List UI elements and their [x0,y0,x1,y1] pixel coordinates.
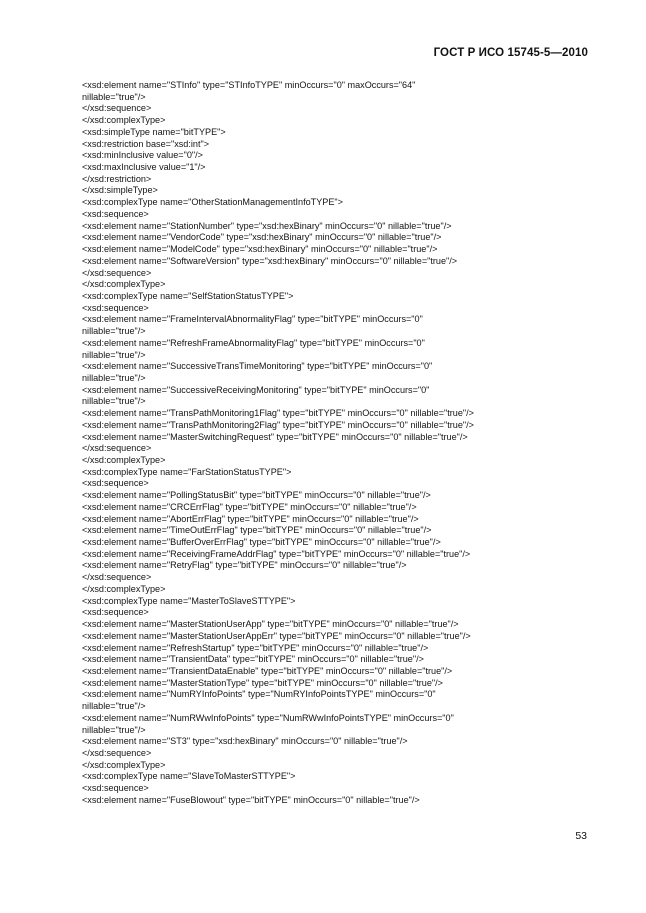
code-line: </xsd:complexType> [82,279,166,290]
code-line: </xsd:complexType> [82,455,166,465]
code-line: <xsd:complexType name="SelfStationStatusTYPE"> [82,290,294,301]
code-line: <xsd:element name="MasterSwitchingRequest" type="bitTYPE" minOccurs="0" nillable="true"/> [82,431,468,442]
code-line: </xsd:sequence> [82,572,152,583]
page-number: 53 [575,830,587,842]
code-line: <xsd:element name="StationNumber" type="xsd:hexBinary" minOccurs="0" nillable="true"/> [82,220,452,231]
code-line: <xsd:complexType name="OtherStationManagementInfoTYPE"> [82,197,343,208]
code-line: <xsd:minInclusive value="0"/> [82,150,203,161]
code-line: <xsd:element name="TransPathMonitoring1Flag" type="bitTYPE" minOccurs="0" nillable="true"/> [82,408,474,419]
code-line: <xsd:element name="FuseBlowout" type="bitTYPE" minOccurs="0" nillable="true"/> [82,794,420,805]
code-line: <xsd:element name="CRCErrFlag" type="bitTYPE" minOccurs="0" nillable="true"/> [82,501,417,512]
code-line: <xsd:element name="PollingStatusBit" type="bitTYPE" minOccurs="0" nillable="true"/> [82,490,431,501]
code-line: <xsd:element name="TransientDataEnable" type="bitTYPE" minOccurs="0" nillable="true"/> [82,665,453,676]
code-line: <xsd:sequence> [82,208,149,219]
code-line: </xsd:sequence> [82,103,152,114]
code-line: <xsd:complexType name="SlaveToMasterSTTYPE"> [82,771,296,782]
code-line: <xsd:element name="RetryFlag" type="bitTYPE" minOccurs="0" nillable="true"/> [82,560,407,571]
code-line: <xsd:simpleType name="bitTYPE"> [82,126,226,137]
code-line: <xsd:element name="VendorCode" type="xsd:hexBinary" minOccurs="0" nillable="true"/> [82,232,442,243]
code-line: <xsd:element name="NumRWwInfoPoints" type="NumRWwInfoPointsTYPE" minOccurs="0" [82,712,454,723]
code-line: nillable="true"/> [82,326,146,337]
code-line: <xsd:sequence> [82,607,149,618]
code-line: </xsd:complexType> [82,583,166,594]
code-line: <xsd:element name="RefreshStartup" type="bitTYPE" minOccurs="0" nillable="true"/> [82,642,429,653]
code-line: </xsd:restriction> [82,173,152,184]
code-line: <xsd:sequence> [82,783,149,794]
code-line: </xsd:complexType> [82,115,166,126]
code-line: <xsd:element name="SuccessiveTransTimeMonitoring" type="bitTYPE" minOccurs="0" [82,361,433,372]
code-line: <xsd:element name="AbortErrFlag" type="bitTYPE" minOccurs="0" nillable="true"/> [82,513,419,524]
code-line: <xsd:complexType name="MasterToSlaveSTTYPE"> [82,595,296,606]
code-line: </xsd:simpleType> [82,185,158,196]
code-line: <xsd:maxInclusive value="1"/> [82,162,206,173]
code-line: <xsd:element name="BufferOverErrFlag" type="bitTYPE" minOccurs="0" nillable="true"/> [82,537,441,548]
code-line: nillable="true"/> [82,91,146,102]
code-line: </xsd:complexType> [82,759,166,770]
code-line: nillable="true"/> [82,701,146,712]
code-line: <xsd:element name="ReceivingFrameAddrFlag" type="bitTYPE" minOccurs="0" nillable="true"/> [82,548,471,559]
code-line: nillable="true"/> [82,349,146,360]
code-line: <xsd:element name="TransPathMonitoring2Flag" type="bitTYPE" minOccurs="0" nillable="true"/> [82,419,474,430]
code-line: nillable="true"/> [82,396,146,407]
code-line: </xsd:sequence> [82,747,152,758]
code-line: <xsd:element name="NumRYInfoPoints" type="NumRYInfoPointsTYPE" minOccurs="0" [82,689,436,700]
code-line: <xsd:element name="MasterStationUserAppErr" type="bitTYPE" minOccurs="0" nillable="true"/> [82,630,471,641]
code-line: <xsd:element name="TimeOutErrFlag" type="bitTYPE" minOccurs="0" nillable="true"/> [82,525,432,536]
code-line: <xsd:sequence> [82,302,149,313]
code-line: <xsd:element name="STInfo" type="STInfoTYPE" minOccurs="0" maxOccurs="64" [82,80,416,90]
code-line: <xsd:sequence> [82,478,149,489]
code-line: <xsd:element name="SoftwareVersion" type="xsd:hexBinary" minOccurs="0" nillable="true"/> [82,255,458,266]
code-line: <xsd:restriction base="xsd:int"> [82,138,210,149]
code-line: <xsd:element name="SuccessiveReceivingMonitoring" type="bitTYPE" minOccurs="0" [82,384,430,395]
code-line: <xsd:element name="ModelCode" type="xsd:hexBinary" minOccurs="0" nillable="true"/> [82,244,438,255]
code-line: <xsd:element name="RefreshFrameAbnormalityFlag" type="bitTYPE" minOccurs="0" [82,337,425,348]
code-line: nillable="true"/> [82,372,146,383]
code-line: <xsd:element name="MasterStationType" type="bitTYPE" minOccurs="0" nillable="true"/> [82,677,443,688]
code-line: <xsd:complexType name="FarStationStatusTYPE"> [82,466,292,477]
code-line: </xsd:sequence> [82,267,152,278]
code-line: <xsd:element name="TransientData" type="bitTYPE" minOccurs="0" nillable="true"/> [82,654,424,665]
code-line: nillable="true"/> [82,724,146,735]
code-line: <xsd:element name="MasterStationUserApp" type="bitTYPE" minOccurs="0" nillable="true"/> [82,619,459,630]
page-header-standard-code: ГОСТ Р ИСО 15745-5—2010 [433,47,588,59]
xsd-code-listing [82,80,602,807]
code-line: <xsd:element name="FrameIntervalAbnormalityFlag" type="bitTYPE" minOccurs="0" [82,314,423,325]
code-line: <xsd:element name="ST3" type="xsd:hexBinary" minOccurs="0" nillable="true"/> [82,736,408,747]
code-line: </xsd:sequence> [82,443,152,454]
